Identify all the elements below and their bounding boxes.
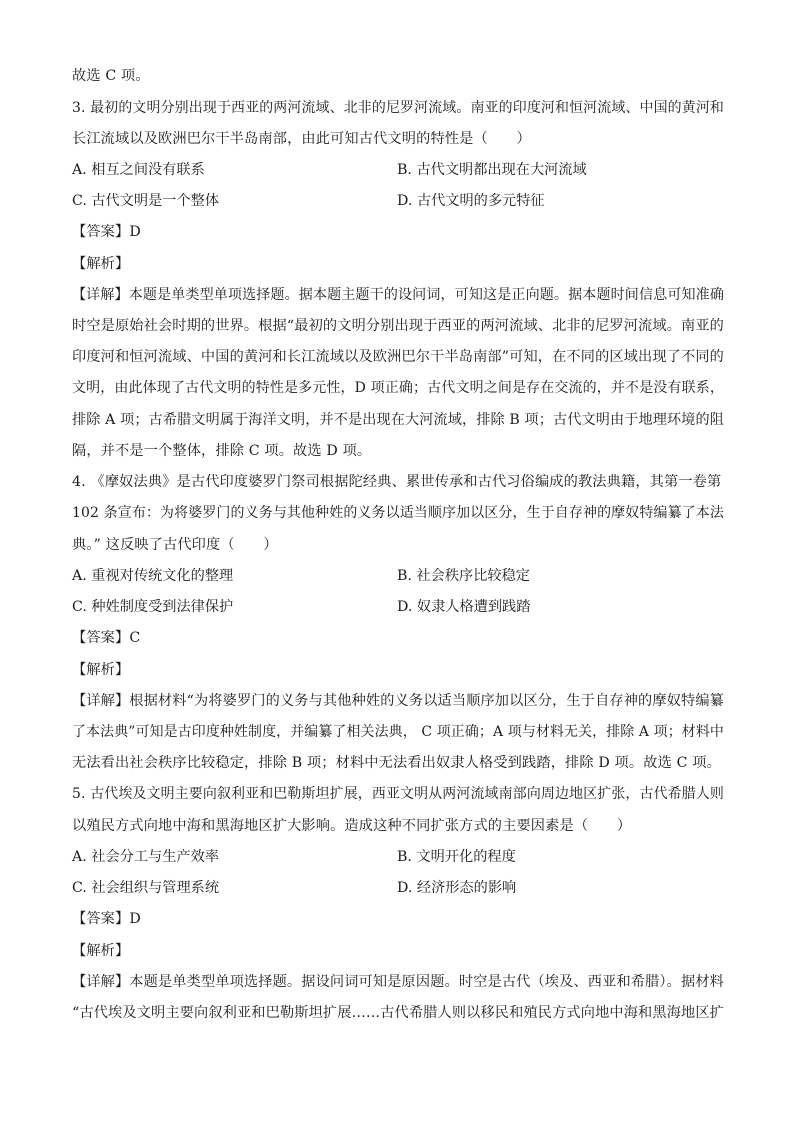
explanation-line: 文明，由此体现了古代文明的特性是多元性，D 项正确；古代文明之间是存在交流的，并不是没有联系，	[72, 380, 724, 396]
explanation-line: 【详解】本题是单类型单项选择题。据设问词可知是原因题。时空是古代（埃及、西亚和希腊）。据材料	[72, 974, 724, 990]
explanation-line: 排除 A 项；古希腊文明属于海洋文明，并不是出现在大河流域，排除 B 项；古代文明由于地理环境的阻	[72, 412, 725, 428]
answer-label: 【答案】D	[72, 911, 141, 927]
explanation-line: 【详解】根据材料“为将婆罗门的义务与其他种姓的义务以适当顺序加以区分，生于自存神的摩奴特编纂	[72, 693, 725, 709]
explanation-line: 时空是原始社会时期的世界。根据“最初的文明分别出现于西亚的两河流域、北非的尼罗河流域。南亚的	[72, 318, 725, 334]
explanation-line: “古代埃及文明主要向叙利亚和巴勒斯坦扩展……古代希腊人则以移民和殖民方式向地中海和黑海地区扩	[72, 1005, 725, 1021]
question-3-stem: 长江流域以及欧洲巴尔干半岛南部，由此可知古代文明的特性是（ ）	[72, 131, 531, 147]
explanation-line: 了本法典”可知是古印度种姓制度，并编纂了相关法典， C 项正确；A 项与材料无关，排除 A 项；材料中	[72, 724, 724, 740]
text-line: 故选 C 项。	[72, 68, 150, 84]
explanation-line: 【详解】本题是单类型单项选择题。据本题主题干的设问词，可知这是正向题。据本题时间信息可知准确	[72, 287, 725, 303]
option-d: D. 古代文明的多元特征	[397, 193, 545, 209]
question-5-stem: 以殖民方式向地中海和黑海地区扩大影响。造成这种不同扩张方式的主要因素是（ ）	[72, 818, 632, 834]
answer-label: 【答案】D	[72, 224, 141, 240]
analysis-label: 【解析】	[72, 943, 130, 959]
option-b: B. 文明开化的程度	[397, 849, 516, 865]
option-c: C. 社会组织与管理系统	[72, 880, 220, 896]
option-c: C. 种姓制度受到法律保护	[72, 599, 234, 615]
option-d: D. 经济形态的影响	[397, 880, 517, 896]
analysis-label: 【解析】	[72, 256, 130, 272]
question-3-stem: 3. 最初的文明分别出现于西亚的两河流域、北非的尼罗河流域。南亚的印度河和恒河流域、中国的黄河和	[72, 100, 725, 116]
option-b: B. 社会秩序比较稳定	[397, 568, 530, 584]
option-a: A. 相互之间没有联系	[72, 162, 205, 178]
question-4-stem: 典。” 这反映了古代印度（ ）	[72, 537, 278, 553]
explanation-line: 印度河和恒河流域、中国的黄河和长江流域以及欧洲巴尔干半岛南部”可知，在不同的区域出现了不同的	[72, 349, 725, 365]
option-d: D. 奴隶人格遭到践踏	[397, 599, 531, 615]
option-b: B. 古代文明都出现在大河流域	[397, 162, 587, 178]
option-a: A. 重视对传统文化的整理	[72, 568, 234, 584]
question-4-stem: 102 条宣布：为将婆罗门的义务与其他种姓的义务以适当顺序加以区分，生于自存神的摩奴特编纂了本法	[72, 505, 724, 521]
explanation-line: 无法看出社会秩序比较稳定，排除 B 项；材料中无法看出奴隶人格受到践踏，排除 D 项。故选 C 项。	[72, 755, 721, 771]
question-4-stem: 4. 《摩奴法典》是古代印度婆罗门祭司根据陀经典、累世传承和古代习俗编成的教法典籍，其第一卷第	[72, 474, 722, 490]
analysis-label: 【解析】	[72, 662, 130, 678]
answer-label: 【答案】C	[72, 630, 141, 646]
question-5-stem: 5. 古代埃及文明主要向叙利亚和巴勒斯坦扩展，西亚文明从两河流域南部向周边地区扩张，古代希腊人则	[72, 786, 725, 802]
explanation-line: 隔，并不是一个整体，排除 C 项。故选 D 项。	[72, 443, 372, 459]
option-c: C. 古代文明是一个整体	[72, 193, 220, 209]
option-a: A. 社会分工与生产效率	[72, 849, 219, 865]
